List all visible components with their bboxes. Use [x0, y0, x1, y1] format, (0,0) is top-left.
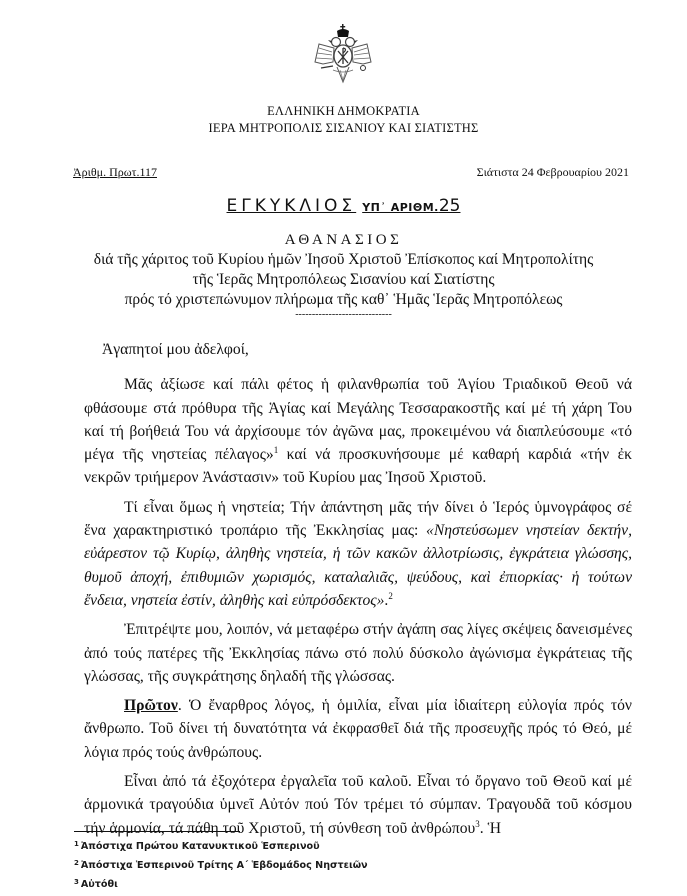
letterhead — [0, 103, 687, 137]
footnote-3: $^3$ Αὐτόθι — [74, 878, 118, 890]
footnotes — [74, 836, 634, 893]
footnote-ref-2[interactable]: 2 — [388, 590, 393, 601]
hymn-quote: «Νηστεύσωμεν νηστείαν δεκτήν, εὐάρεστον τῷ Κυρίῳ, ἀληθὴς νηστεία, ἡ τῶν κακῶν ἀλλοτρίωσις, ἐγκράτεια γλώσσης, θυμοῦ ἀποχή, ἐπιθυμιῶν χωρισμός, καταλαλιᾶς, ψεύδους, καὶ ἐπιορκίας· ἡ τούτων ἔνδεια, νηστεία ἐστίν, ἀληθὴς καὶ εὐπρόσδεκτος» — [84, 522, 632, 609]
place-date: Σιάτιστα 24 Φεβρουαρίου 2021 — [476, 165, 629, 179]
bishop-title-line-2: τῆς Ἱερᾶς Μητροπόλεως Σισανίου καί Σιατίστης — [192, 271, 495, 288]
circular-number: 25 — [438, 196, 461, 216]
bishop-title-line-3: πρός τό χριστεπώνυμον πλήρωμα τῆς καθ᾽ Ἡμᾶς Ἱερᾶς Μητροπόλεως — [124, 291, 563, 308]
letter-body — [84, 338, 632, 846]
footnote-2: $^2$ Ἀπόστιχα Ἑσπερινοῦ Τρίτης Α΄ Ἑβδομάδος Νηστειῶν — [74, 859, 368, 871]
bishop-address — [0, 230, 687, 320]
circular-title-sub: ΥΠ᾽ ΑΡΙΘΜ. — [362, 201, 439, 214]
bishop-name: ΑΘΑΝΑΣΙΟΣ — [284, 232, 403, 248]
paragraph-5: Εἶναι ἀπό τά ἐξοχότερα ἐργαλεῖα τοῦ καλοῦ. Εἶναι τό ὄργανο τοῦ Θεοῦ καί μέ ἁρμονικά τραγούδια ὑμνεῖ Αὐτόν πού Τόν τρέμει τό σύμπαν. Τραγουδᾶ τοῦ κόσμου τήν ἁρμονία, τά πάθη τοῦ Χριστοῦ, τή σύνθεση τοῦ ἀνθρώπου$^3$. Ἡ — [84, 773, 632, 837]
letterhead-line-metropolis: ΙΕΡΑ ΜΗΤΡΟΠΟΛΙΣ ΣΙΣΑΝΙΟΥ ΚΑΙ ΣΙΑΤΙΣΤΗΣ — [208, 121, 479, 135]
separator: ----------------------------- — [295, 309, 392, 320]
footnote-1: $^1$ Ἀπόστιχα Πρώτου Κατανυκτικοῦ Ἑσπερινοῦ — [74, 840, 320, 852]
paragraph-1: Μᾶς ἀξίωσε καί πάλι φέτος ἡ φιλανθρωπία τοῦ Ἁγίου Τριαδικοῦ Θεοῦ νά φθάσουμε στά πρόθυρα τῆς Ἁγίας καί Μεγάλης Τεσσαρακοστῆς καί μέ τή χάρη Του καί τή βοήθειά Του νά ἀρχίσουμε τόν ἀγῶνα μας, προκειμένου νά διαπλεύσουμε «τό μέγα τῆς νηστείας πέλαγος»$^1$ καί νά προσκυνήσουμε μέ καθαρή καρδιά «τήν ἐκ νεκρῶν τριήμερον Ἀνάστασιν» τοῦ Κυρίου μας Ἰησοῦ Χριστοῦ. — [84, 376, 633, 487]
letterhead-line-republic: ΕΛΛΗΝΙΚΗ ΔΗΜΟΚΡΑΤΙΑ — [267, 104, 420, 118]
paragraph-2: Τί εἶναι ὅμως ἡ νηστεία; Τήν ἀπάντηση μᾶς τήν δίνει ὁ Ἱερός ὑμνογράφος σέ ἕνα χαρακτηριστικό τροπάριο τῆς Ἐκκλησίας μας: «Νηστεύσωμεν νηστείαν δεκτήν, εὐάρεστον τῷ Κυρίῳ, ἀληθὴς νηστεία, ἡ τῶν κακῶν ἀλλοτρίωσις, ἐγκράτεια γλώσσης, θυμοῦ ἀποχή, ἐπιθυμιῶν χωρισμός, καταλαλιᾶς, ψεύδους, καὶ ἐπιορκίας· ἡ τούτων ἔνδεια, νηστεία ἐστίν, ἀληθὴς καὶ εὐπρόσδεκτος».$^2$ — [84, 498, 632, 609]
footnote-divider — [74, 831, 240, 832]
footnote-ref-1[interactable]: 1 — [273, 445, 279, 455]
point-first-heading: Πρῶτον — [124, 697, 178, 715]
double-headed-eagle-icon — [311, 22, 379, 90]
paragraph-4: Πρῶτον. Ὁ ἔναρθρος λόγος, ἡ ὁμιλία, εἶναι μία ἰδιαίτερη εὐλογία πρός τόν ἄνθρωπο. Τοῦ δίνει τή δυνατότητα νά ἐκφρασθεῖ διά τῆς προσευχῆς πρός τό Θεό, μέ λόγια πρός τούς ἀνθρώπους. — [84, 697, 632, 761]
bishop-title-line-1: διά τῆς χάριτος τοῦ Κυρίου ἡμῶν Ἰησοῦ Χριστοῦ Ἐπίσκοπος καί Μητροπολίτης — [93, 251, 594, 268]
circular-title-main: ΕΓΚΥΚΛΙΟΣ — [226, 196, 357, 216]
paragraph-3: Ἐπιτρέψτε μου, λοιπόν, νά μεταφέρω στήν ἀγάπη σας λίγες σκέψεις δανεισμένες ἀπό τούς πατέρες τῆς Ἐκκλησίας πάνω στό πολύ δύσκολο ἀγώνισμα ἐγκράτειας τῆς γλώσσας, τῆς συγκράτησης δηλαδή τῆς γλώσσας. — [84, 621, 632, 685]
circular-title — [0, 196, 687, 216]
salutation: Ἀγαπητοί μου ἀδελφοί, — [102, 341, 249, 358]
protocol-number: Ἀριθμ. Πρωτ.117 — [73, 165, 157, 179]
footnote-ref-3[interactable]: 3 — [475, 818, 480, 829]
